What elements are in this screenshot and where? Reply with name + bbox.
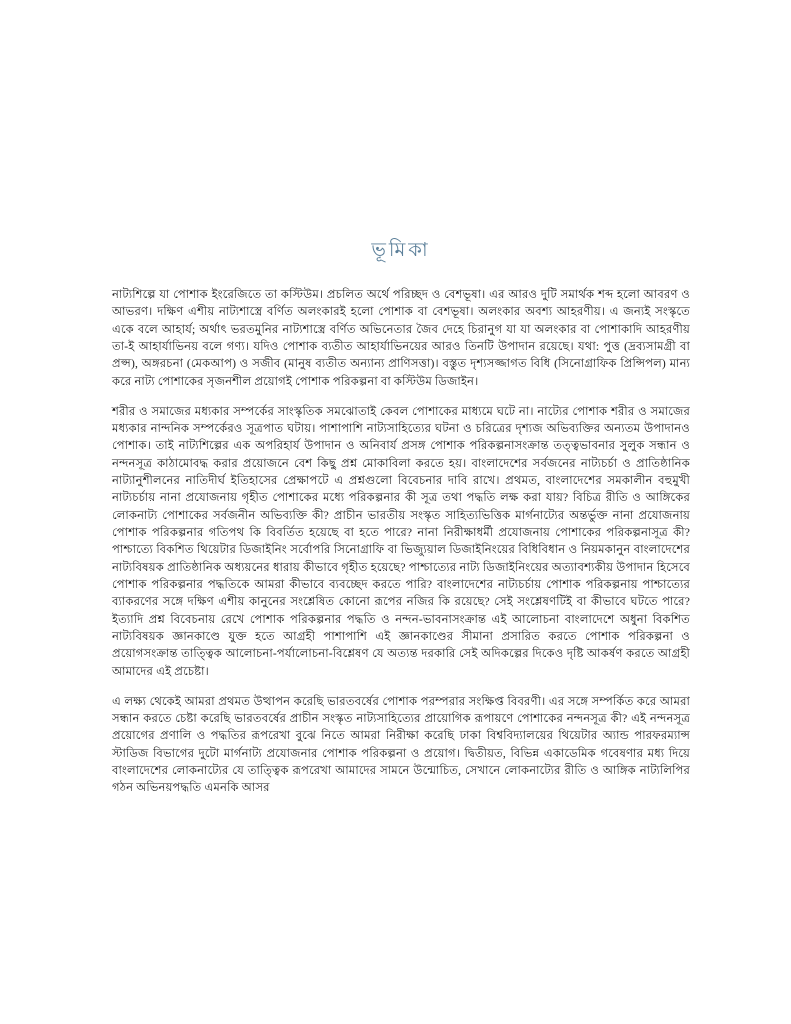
paragraph-1: নাট্যশিল্পে যা পোশাক ইংরেজিতে তা কস্টিউম। প্রচলিত অর্থে পরিচ্ছদ ও বেশভূষা। এর আরও দুটি সমার্থক শব্দ হলো আবরণ ও আভরণ। দক্ষিণ এশীয় নাট্যশাস্ত্রে বর্ণিত অলংকারই হলো পোশাক বা বেশভূষা। অলংকার অবশ্য আহরণীয়। এ জন্যই সংস্কৃতে একে বলে আহার্য; অর্থাৎ ভরতমুনির নাট্যশাস্ত্রে বর্ণিত অভিনেতার জৈব দেহে চিরানুগ যা যা অলংকার বা পোশাকাদি আহরণীয় তা-ই আহার্যাভিনয় বলে গণ্য। যদিও পোশাক ব্যতীত আহার্যাভিনয়ের আরও তিনটি উপাদান রয়েছে। যথা: পুত্ত (দ্রব্যসামগ্রী বা প্রপ্স), অঙ্গরচনা (মেকআপ) ও সজীব (মানুষ ব্যতীত অন্যান্য প্রাণিসত্তা)। বস্তুত দৃশ্যসজ্জাগত বিধি (সিনোগ্রাফিক প্রিন্সিপল) মান্য করে নাট্য পোশাকের সৃজনশীল প্রয়োগই পোশাক পরিকল্পনা বা কস্টিউম ডিজাইন। (112, 288, 690, 388)
document-body (112, 286, 690, 797)
paragraph-2: শরীর ও সমাজের মধ্যকার সম্পর্কের সাংস্কৃতিক সমঝোতাই কেবল পোশাকের মাধ্যমে ঘটে না। নাট্যের পোশাক শরীর ও সমাজের মধ্যকার নান্দনিক সম্পর্কেরও সূত্রপাত ঘটায়। পাশাপাশি নাট্যসাহিত্যের ঘটনা ও চরিত্রের দৃশ্যজ অভিব্যক্তির অন্যতম উপাদানও পোশাক। তাই নাট্যশিল্পের এক অপরিহার্য উপাদান ও অনিবার্য প্রসঙ্গ পোশাক পরিকল্পনাসংক্রান্ত তত্ত্বভাবনার সুলুক সন্ধান ও নন্দনসূত্র কাঠামোবদ্ধ করার প্রয়োজনে বেশ কিছু প্রশ্ন মোকাবিলা করতে হয়। বাংলাদেশের সর্বজনের নাট্যচর্চা ও প্রাতিষ্ঠানিক নাট্যানুশীলনের নাতিদীর্ঘ ইতিহাসের প্রেক্ষাপটে এ প্রশ্নগুলো বিবেচনার দাবি রাখে। প্রথমত, বাংলাদেশের সমকালীন বহুমুখী নাট্যচর্চায় নানা প্রযোজনায় গৃহীত পোশাকের মধ্যে পরিকল্পনার কী সূত্র তথা পদ্ধতি লক্ষ করা যায়? বিচিত্র রীতি ও আঙ্গিকের লোকনাট্য পোশাকের সর্বজনীন অভিব্যক্তি কী? প্রাচীন ভারতীয় সংস্কৃত সাহিত্যভিত্তিক মার্গনাট্যের অন্তর্ভুক্ত নানা প্রযোজনায় পোশাক পরিকল্পনার গতিপথ কি বিবর্তিত হয়েছে বা হতে পারে? নানা নিরীক্ষাধর্মী প্রযোজনায় পোশাকের পরিকল্পনাসূত্র কী? পাশ্চাত্যে বিকশিত থিয়েটার ডিজাইনিং সর্বোপরি সিনোগ্রাফি বা ভিজ্যুয়াল ডিজাইনিংয়ের বিধিবিধান ও নিয়মকানুন বাংলাদেশের নাট্যবিষয়ক প্রাতিষ্ঠানিক অধ্যয়নের ধারায় কীভাবে গৃহীত হয়েছে? পাশ্চাত্যের নাট্য ডিজাইনিংয়ের অত্যাবশ্যকীয় উপাদান হিসেবে পোশাক পরিকল্পনার পদ্ধতিকে আমরা কীভাবে ব্যবচ্ছেদ করতে পারি? বাংলাদেশের নাট্যচর্চায় পোশাক পরিকল্পনায় পাশ্চাত্যের ব্যাকরণের সঙ্গে দক্ষিণ এশীয় কানুনের সংশ্লেষিত কোনো রূপের নজির কি রয়েছে? সেই সংশ্লেষণটিই বা কীভাবে ঘটতে পারে? ইত্যাদি প্রশ্ন বিবেচনায় রেখে পোশাক পরিকল্পনার পদ্ধতি ও নন্দন-ভাবনাসংক্রান্ত এই আলোচনা বাংলাদেশে অধুনা বিকশিত নাট্যবিষয়ক জ্ঞানকাণ্ডে যুক্ত হতে আগ্রহী পাশাপাশি এই জ্ঞানকাণ্ডের সীমানা প্রসারিত করতে পোশাক পরিকল্পনা ও প্রয়োগসংক্রান্ত তাত্ত্বিক আলোচনা-পর্যালোচনা-বিশ্লেষণ যে অত্যন্ত দরকারি সেই অদিকল্পের দিকেও দৃষ্টি আকর্ষণ করতে আগ্রহী আমাদের এই প্রচেষ্টা। (112, 404, 690, 678)
page-content-area (112, 0, 690, 1024)
page-title: ভূমিকা (371, 240, 431, 261)
paragraph-3: এ লক্ষ্য থেকেই আমরা প্রথমত উত্থাপন করেছি ভারতবর্ষের পোশাক পরম্পরার সংক্ষিপ্ত বিবরণী। এর সঙ্গে সম্পর্কিত করে আমরা সন্ধান করতে চেষ্টা করেছি ভারতবর্ষের প্রাচীন সংস্কৃত নাট্যসাহিত্যের প্রায়োগিক রূপায়ণে পোশাকের নন্দনসূত্র কী? এই নন্দনসূত্র প্রয়োগের প্রণালি ও পদ্ধতির রূপরেখা বুঝে নিতে আমরা নিরীক্ষা করেছি ঢাকা বিশ্ববিদ্যালয়ের থিয়েটার অ্যান্ড পারফরম্যান্স স্টাডিজ বিভাগের দুটো মার্গনাট্য প্রযোজনার পোশাক পরিকল্পনা ও প্রয়োগ। দ্বিতীয়ত, বিভিন্ন একাডেমিক গবেষণার মধ্য দিয়ে বাংলাদেশের লোকনাট্যের যে তাত্ত্বিক রূপরেখা আমাদের সামনে উন্মোচিত, সেখানে লোকনাট্যের রীতি ও আঙ্গিক নাট্যলিপির গঠন অভিনয়পদ্ধতি এমনকি আসর (112, 694, 690, 795)
